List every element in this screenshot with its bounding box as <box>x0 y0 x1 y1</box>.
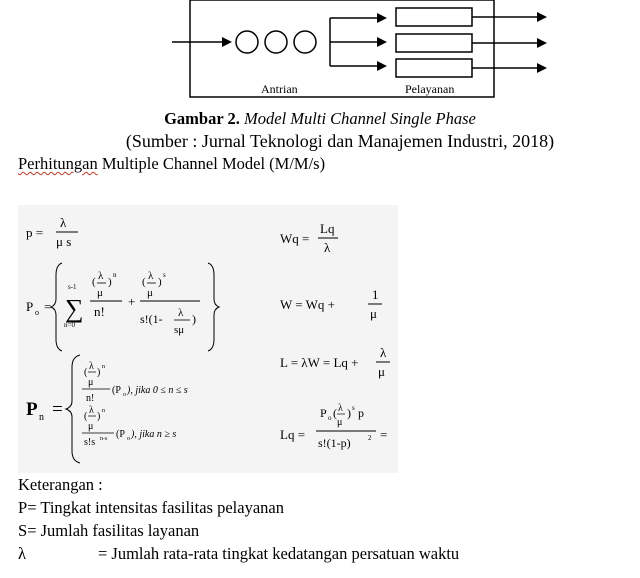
svg-text:), jika n ≥ s: ), jika n ≥ s <box>131 429 177 440</box>
server-box <box>396 8 472 26</box>
svg-text:λ: λ <box>178 307 184 319</box>
svg-text:): ) <box>97 367 101 378</box>
svg-text:sμ: sμ <box>174 324 185 336</box>
svg-text:n: n <box>39 412 44 423</box>
svg-text:s!s: s!s <box>84 437 96 448</box>
formula-image <box>18 205 398 473</box>
caption-label: Gambar 2. <box>164 109 240 128</box>
caption-source: (Sumber : Jurnal Teknologi dan Manajemen Industri, 2018) <box>125 131 555 151</box>
caption-title: Model Multi Channel Single Phase <box>244 109 476 128</box>
legend-symbol: P <box>18 498 28 517</box>
formula-po: P <box>26 299 34 314</box>
svg-text:λ: λ <box>148 270 154 282</box>
svg-text:μ s: μ s <box>56 234 72 249</box>
svg-text:): ) <box>192 312 196 326</box>
svg-text:n!: n! <box>94 304 105 319</box>
svg-text:s: s <box>352 404 355 412</box>
server-label: Pelayanan <box>405 82 455 96</box>
svg-text:μ: μ <box>88 377 94 388</box>
svg-text:μ: μ <box>370 306 377 321</box>
svg-text:): ) <box>97 411 101 422</box>
svg-text:n-s: n-s <box>100 436 108 442</box>
queue-diagram <box>0 0 640 108</box>
svg-text:(P: (P <box>112 385 121 396</box>
legend-item <box>18 521 199 541</box>
legend-text: = Jumlah fasilitas layanan <box>27 521 200 540</box>
svg-text:o: o <box>127 436 130 442</box>
svg-text:o: o <box>123 392 126 398</box>
legend-symbol: S <box>18 521 28 540</box>
figure-caption <box>0 109 640 129</box>
svg-text:s-1: s-1 <box>68 283 77 291</box>
formula-wq: Wq = <box>280 231 310 246</box>
svg-text:), jika 0 ≤ n ≤ s: ), jika 0 ≤ n ≤ s <box>127 385 188 396</box>
svg-text:): ) <box>347 406 351 420</box>
svg-text:μ: μ <box>88 421 94 432</box>
svg-text:=: = <box>52 399 63 420</box>
svg-text:n: n <box>113 271 117 279</box>
svg-text:μ: μ <box>147 287 153 299</box>
formula-pn: P <box>26 399 38 420</box>
svg-text:n!: n! <box>86 393 95 404</box>
svg-text:(: ( <box>333 406 337 420</box>
svg-text:(P: (P <box>116 429 125 440</box>
heading-word: Perhitungan <box>18 154 98 173</box>
svg-text:n: n <box>102 364 105 370</box>
server-box <box>396 59 472 77</box>
svg-text:(: ( <box>84 411 88 422</box>
section-heading <box>18 154 325 174</box>
queue-circle <box>265 31 287 53</box>
svg-text:): ) <box>108 276 112 288</box>
queue-circle <box>294 31 316 53</box>
svg-text:p: p <box>358 406 364 420</box>
formula-w: W = Wq + <box>280 297 335 312</box>
svg-text:(: ( <box>84 367 88 378</box>
formula-l: L = λW = Lq + <box>280 355 359 370</box>
svg-text:λ: λ <box>380 345 387 360</box>
server-box <box>396 34 472 52</box>
svg-text:(: ( <box>142 276 146 288</box>
svg-text:λ: λ <box>60 215 67 230</box>
svg-text:λ: λ <box>89 361 94 372</box>
queue-label: Antrian <box>261 82 298 96</box>
svg-text:λ: λ <box>324 240 331 255</box>
svg-text:λ: λ <box>98 270 104 282</box>
svg-text:o: o <box>35 308 39 317</box>
legend-heading: Keterangan : <box>18 475 103 494</box>
formula-p: p = <box>26 225 44 240</box>
svg-text:μ: μ <box>97 287 103 299</box>
svg-text:s!(1-: s!(1- <box>140 312 163 326</box>
heading-rest: Multiple Channel Model (M/M/s) <box>97 154 326 173</box>
svg-text:n: n <box>102 408 105 414</box>
queue-circle <box>236 31 258 53</box>
svg-text:∑: ∑ <box>65 294 84 323</box>
legend-text: = Jumlah rata-rata tingkat kedatangan persatuan waktu <box>98 544 460 563</box>
legend-item <box>18 544 459 564</box>
svg-text:1: 1 <box>372 287 379 302</box>
svg-text:μ: μ <box>337 417 343 428</box>
svg-text:P: P <box>320 406 327 420</box>
formula-lq: Lq = <box>280 427 306 442</box>
legend-item <box>18 498 284 518</box>
svg-text:): ) <box>158 276 162 288</box>
svg-text:o: o <box>328 414 332 422</box>
svg-text:2: 2 <box>368 434 372 442</box>
svg-text:Lq: Lq <box>320 221 335 236</box>
legend-text: = Tingkat intensitas fasilitas pelayanan <box>27 498 284 517</box>
svg-text:s!(1-p): s!(1-p) <box>318 436 351 450</box>
svg-text:s: s <box>163 271 166 279</box>
svg-text:=: = <box>44 299 52 314</box>
svg-text:n=0: n=0 <box>64 321 75 329</box>
svg-text:λ: λ <box>338 403 343 414</box>
svg-text:μ: μ <box>378 364 385 379</box>
svg-text:=: = <box>380 427 388 442</box>
svg-text:(: ( <box>92 276 96 288</box>
legend-symbol: λ <box>18 544 27 563</box>
svg-text:+: + <box>128 294 136 309</box>
svg-text:λ: λ <box>89 405 94 416</box>
